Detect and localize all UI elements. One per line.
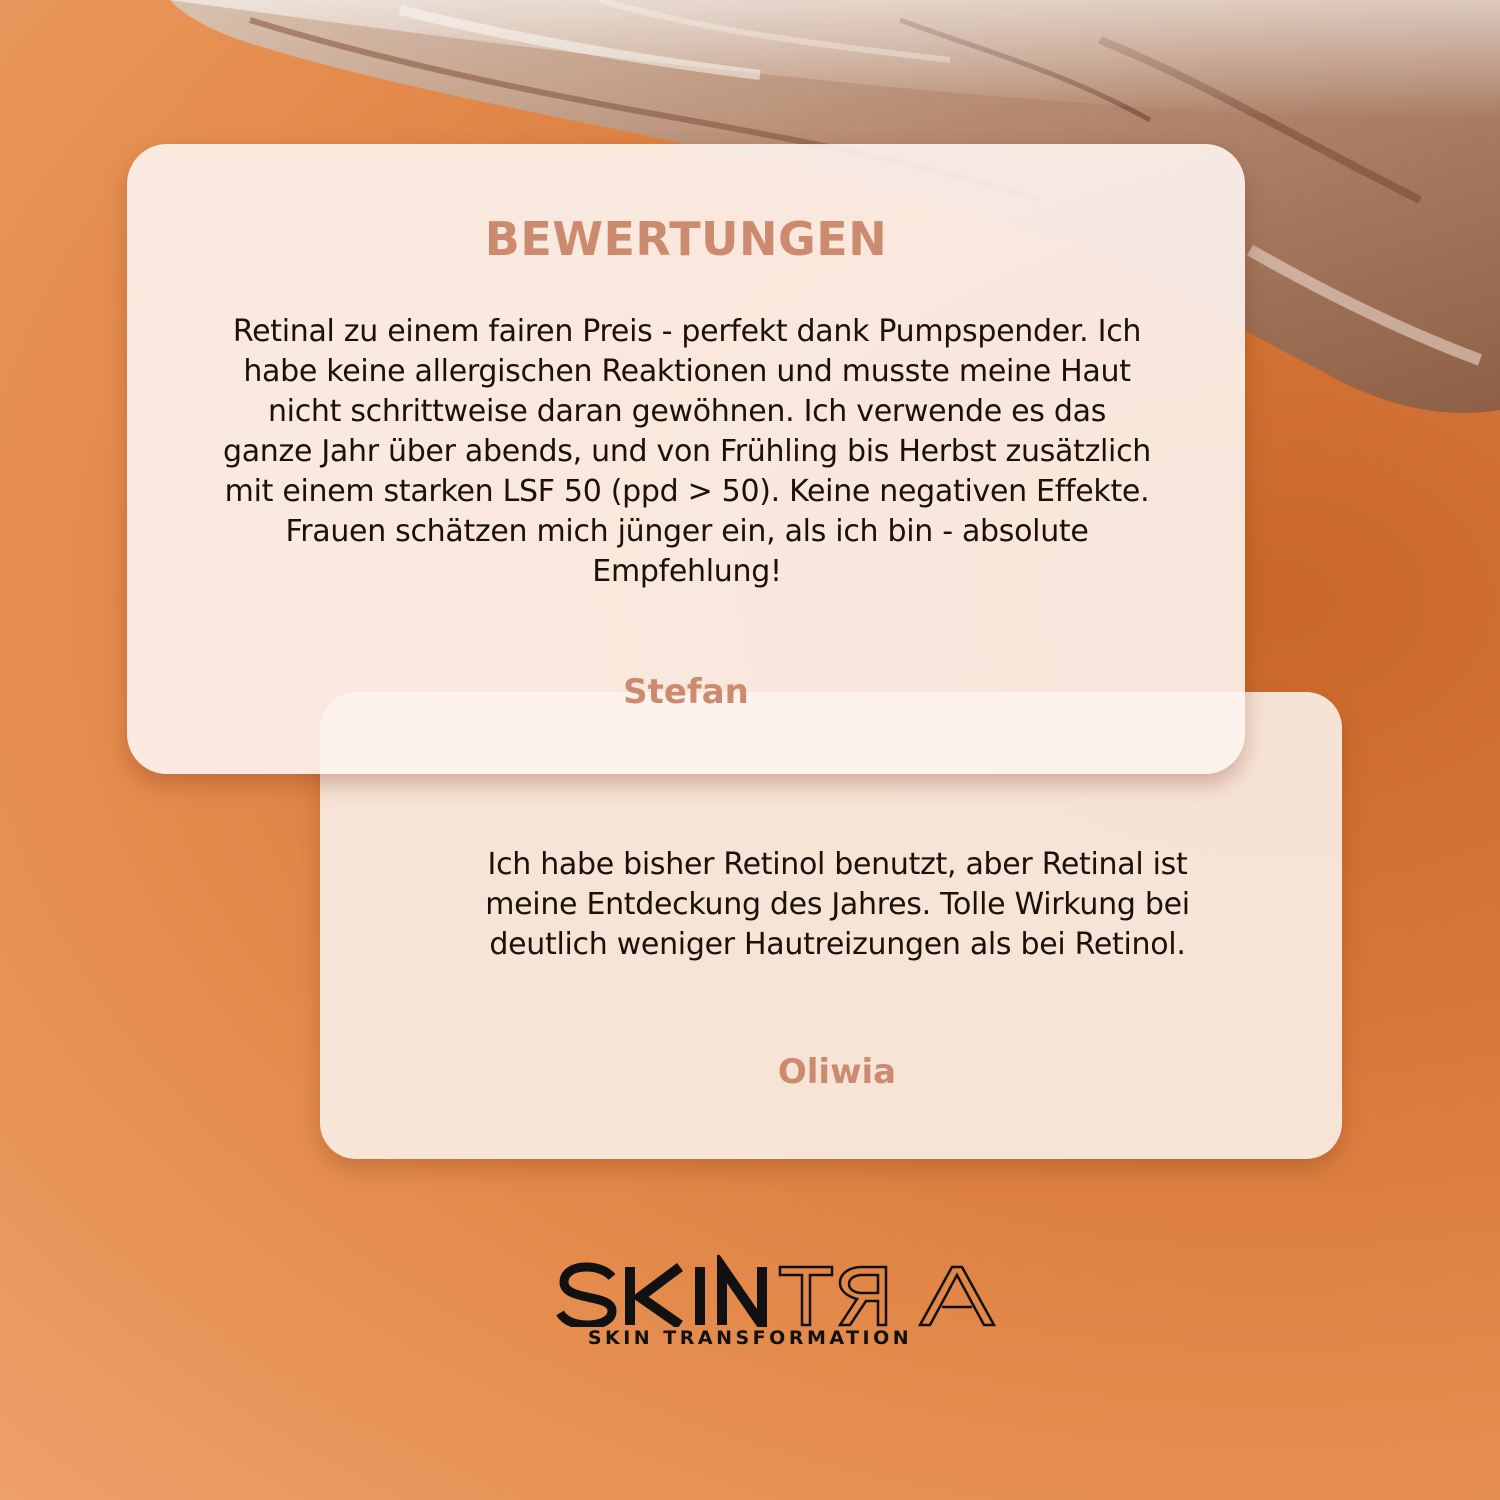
- brand-logo: [500, 1255, 1000, 1365]
- review-text: Ich habe bisher Retinol benutzt, aber Retinal ist meine Entdeckung des Jahres. Tolle Wirkung bei deutlich weniger Hautreizungen als bei Retinol.: [485, 847, 1190, 962]
- review-text: Retinal zu einem fairen Preis - perfekt dank Pumpspender. Ich habe keine allergischen Reaktionen und musste meine Haut nicht schrittweise daran gewöhnen. Ich verwende es das ganze Jahr über abends, und von Frühling bis Herbst zusätzlich mit einem starken LSF 50 (ppd > 50). Keine negativen Effekte. Frauen schätzen mich jünger ein, als ich bin - absolute Empfehlung!: [222, 314, 1151, 589]
- section-title: BEWERTUNGEN: [484, 212, 888, 266]
- review-author: Oliwia: [777, 1052, 897, 1092]
- review-card-stefan: [127, 144, 1245, 774]
- brand-tagline: SKIN TRANSFORMATION: [587, 1327, 913, 1349]
- review-author: Stefan: [623, 672, 749, 712]
- skintra-logo-wordmark: [500, 1255, 1000, 1327]
